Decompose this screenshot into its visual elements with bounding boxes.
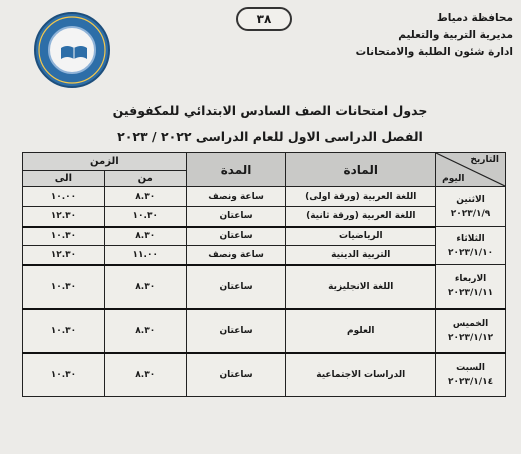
day-name: الاثنين [456,194,485,205]
duration-cell: ساعتان [186,265,286,309]
day-cell [436,227,506,265]
subject-cell: العلوم [286,309,436,353]
governorate-line: محافظة دمياط [436,12,513,24]
duration-cell: ساعتان [186,353,286,397]
logo-emblem [48,26,96,74]
time-to-cell: ١٢.٣٠ [23,246,105,265]
duration-cell: ساعة ونصف [186,187,286,207]
time-header: الزمن [23,153,187,171]
day-name: الخميس [452,318,489,329]
table-row [23,309,506,353]
title-main: جدول امتحانات الصف السادس الابتدائي للمكفوفين [112,103,428,118]
time-from-cell: ٨.٣٠ [104,309,186,353]
time-from-cell: ٨.٣٠ [104,187,186,207]
subject-cell: الدراسات الاجتماعية [286,353,436,397]
time-from-cell: ١١.٠٠ [104,246,186,265]
time-to-cell: ١٠.٣٠ [23,353,105,397]
date-day-header [436,153,506,187]
day-cell [436,265,506,309]
time-to-cell: ١٠.٠٠ [23,187,105,207]
exam-date: ٢٠٢٣/١/١١ [448,288,494,299]
day-cell [436,309,506,353]
exam-date: ٢٠٢٣/١/١٠ [448,247,494,258]
duration-cell: ساعتان [186,309,286,353]
page-number-badge: ٣٨ [236,7,292,31]
open-book-icon [60,44,88,60]
table-row [23,246,506,265]
time-from-cell: ٨.٣٠ [104,265,186,309]
time-from-cell: ٨.٣٠ [104,353,186,397]
department-line: ادارة شئون الطلبة والامتحانات [355,46,513,58]
time-to-cell: ١٠.٣٠ [23,227,105,246]
schedule-title [90,100,450,148]
subject-cell: اللغة الانجليزية [286,265,436,309]
time-from-cell: ٨.٣٠ [104,227,186,246]
subject-header: المادة [286,153,436,187]
subject-cell: الرياضيات [286,227,436,246]
from-header: من [104,171,186,187]
to-header: الى [23,171,105,187]
time-to-cell: ١٢.٣٠ [23,207,105,227]
table-row [23,187,506,207]
table-row [23,227,506,246]
table-row [23,207,506,227]
duration-cell: ساعتان [186,227,286,246]
table-row [23,265,506,309]
directorate-line: مديرية التربية والتعليم [398,29,513,41]
day-name: الثلاثاء [456,233,485,244]
date-header-label: التاريخ [470,155,499,165]
day-name: السبت [456,362,485,373]
subject-cell: اللغة العربية (ورقة اولى) [286,187,436,207]
subject-cell: اللغة العربية (ورقة ثانية) [286,207,436,227]
duration-header: المدة [186,153,286,187]
day-cell [436,187,506,227]
exam-schedule-table [22,152,506,397]
exam-date: ٢٠٢٣/١/٩ [450,208,491,219]
day-cell [436,353,506,397]
day-header-label: اليوم [442,174,465,184]
duration-cell: ساعة ونصف [186,246,286,265]
exam-date: ٢٠٢٣/١/١٤ [448,376,494,387]
time-from-cell: ١٠.٣٠ [104,207,186,227]
time-to-cell: ١٠.٣٠ [23,309,105,353]
exam-date: ٢٠٢٣/١/١٢ [448,332,494,343]
duration-cell: ساعتان [186,207,286,227]
subject-cell: التربية الدينية [286,246,436,265]
time-to-cell: ١٠.٣٠ [23,265,105,309]
issuer-header [355,10,513,61]
ministry-logo [34,12,110,88]
table-row [23,353,506,397]
day-name: الاربعاء [454,274,487,285]
table-header-row [23,153,506,171]
title-term: الفصل الدراسى الاول للعام الدراسى ٢٠٢٢ / ٢٠٢٣ [117,129,423,144]
